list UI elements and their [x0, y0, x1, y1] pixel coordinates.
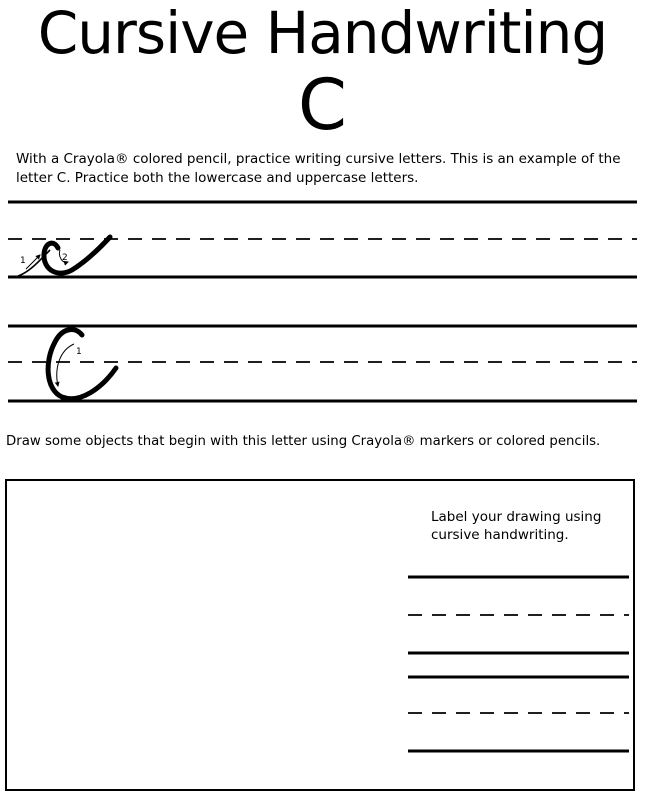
uppercase-c-example: [48, 330, 116, 399]
handwriting-practice-area: [0, 190, 645, 415]
label-prompt: Label your drawing using cursive handwriting.: [431, 509, 602, 543]
lowercase-stroke-number-2: 2: [62, 253, 68, 263]
label-writing-lines: [400, 560, 640, 760]
uppercase-stroke-number-1: 1: [76, 347, 82, 357]
practice-instructions: With a Crayola® colored pencil, practice writing cursive letters. This is an example of the letter C. Practice both the lowercase and uppercase letters.: [16, 151, 621, 186]
drawing-instructions: Draw some objects that begin with this letter using Crayola® markers or colored pencils.: [6, 434, 601, 449]
featured-letter: C: [298, 64, 347, 146]
page-title: Cursive Handwriting: [37, 0, 608, 67]
lowercase-stroke-number-1: 1: [20, 256, 26, 266]
